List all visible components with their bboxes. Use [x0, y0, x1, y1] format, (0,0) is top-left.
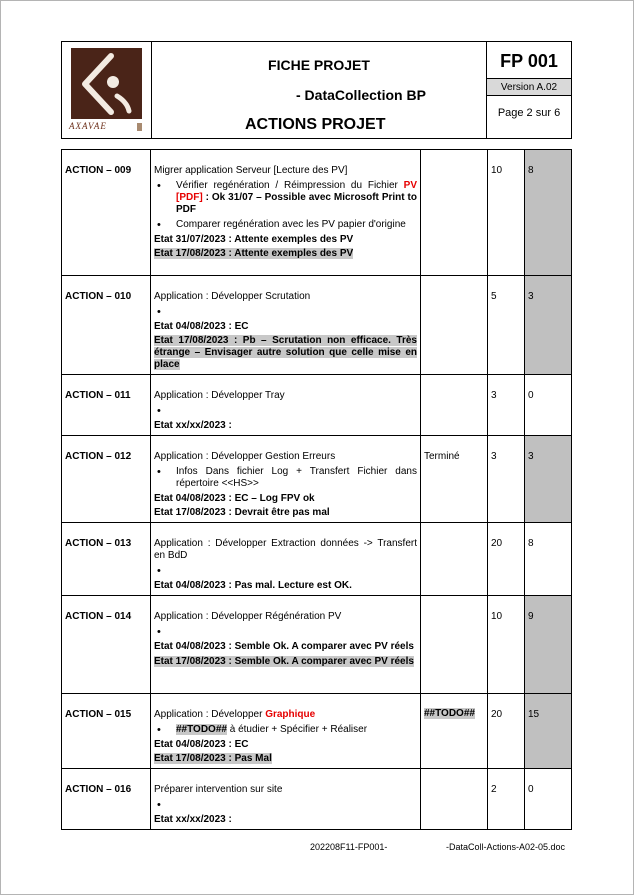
logo-wordmark: AXAVAE — [69, 121, 107, 131]
status-line-highlighted: Etat 17/08/2023 : Attente exemples des PV — [154, 248, 354, 259]
action-description — [151, 523, 421, 596]
action-status: Terminé — [421, 436, 488, 523]
status-line-highlighted: Etat 17/08/2023 : Pb – Scrutation non efficace. Très étrange – Envisager autre solution que celle mise en place — [154, 335, 417, 370]
footer-reference: 202208F11-FP001- — [310, 842, 388, 852]
action-status — [421, 523, 488, 596]
action-title: Application : Développer Gestion Erreurs — [154, 451, 336, 462]
action-id: ACTION – 009 — [62, 150, 151, 276]
logo-accent-bar — [137, 123, 142, 131]
action-title — [154, 709, 417, 721]
action-status — [421, 375, 488, 436]
action-title: Préparer intervention sur site — [154, 784, 283, 795]
doc-title: FICHE PROJET — [268, 57, 370, 73]
reference-cell — [487, 42, 571, 138]
list-item — [154, 405, 417, 417]
status-line: Etat 17/08/2023 : Devrait être pas mal — [154, 507, 330, 518]
logo-icon — [71, 48, 142, 119]
list-item — [154, 180, 417, 216]
status-line: Etat xx/xx/2023 : — [154, 814, 232, 825]
status-line: Etat 04/08/2023 : Pas mal. Lecture est OK. — [154, 580, 352, 591]
status-line: Etat 04/08/2023 : Semble Ok. A comparer avec PV réels — [154, 641, 414, 652]
list-item — [154, 799, 417, 811]
logo-cell — [62, 42, 152, 138]
action-estimate: 5 — [488, 276, 525, 375]
action-status — [421, 769, 488, 830]
action-description — [151, 694, 421, 769]
list-item — [154, 626, 417, 638]
status-line: Etat 04/08/2023 : EC – Log FPV ok — [154, 493, 315, 504]
action-progress: 8 — [525, 150, 572, 276]
action-title-highlight: Graphique — [265, 709, 316, 720]
action-progress: 9 — [525, 596, 572, 694]
action-id: ACTION – 012 — [62, 436, 151, 523]
doc-version: Version A.02 — [487, 79, 571, 96]
table-row — [62, 596, 572, 694]
action-progress: 3 — [525, 276, 572, 375]
action-description — [151, 596, 421, 694]
list-item — [154, 724, 417, 736]
table-row — [62, 150, 572, 276]
action-description — [151, 769, 421, 830]
action-status — [421, 694, 488, 769]
todo-status-badge: ##TODO## — [424, 708, 475, 719]
footer-filename: -DataColl-Actions-A02-05.doc — [446, 842, 566, 852]
action-title: Application : Développer Tray — [154, 390, 285, 401]
action-status — [421, 276, 488, 375]
table-row — [62, 375, 572, 436]
action-title: Application : Développer Régénération PV — [154, 611, 342, 622]
status-line: Etat 04/08/2023 : EC — [154, 321, 249, 332]
action-id: ACTION – 014 — [62, 596, 151, 694]
table-row — [62, 436, 572, 523]
action-description — [151, 276, 421, 375]
action-id: ACTION – 010 — [62, 276, 151, 375]
action-estimate: 2 — [488, 769, 525, 830]
action-estimate: 3 — [488, 436, 525, 523]
table-row — [62, 523, 572, 596]
status-line-highlighted: Etat 17/08/2023 : Pas Mal — [154, 753, 272, 764]
action-progress: 0 — [525, 375, 572, 436]
bullet-highlight-text: PV [PDF] — [176, 180, 417, 203]
list-item: • Infos Dans fichier Log + Transfert Fichier dans répertoire <<HS>> — [154, 466, 417, 490]
action-description — [151, 436, 421, 523]
action-description — [151, 150, 421, 276]
action-title: Migrer application Serveur [Lecture des PV] — [154, 165, 348, 176]
doc-reference: FP 001 — [487, 42, 571, 79]
status-line: Etat xx/xx/2023 : — [154, 420, 232, 431]
action-estimate: 10 — [488, 150, 525, 276]
bullet-text: Vérifier regénération / Réimpression du Fichier — [176, 180, 404, 191]
action-progress: 3 — [525, 436, 572, 523]
action-progress: 15 — [525, 694, 572, 769]
table-row — [62, 769, 572, 830]
action-progress: 0 — [525, 769, 572, 830]
table-row — [62, 276, 572, 375]
todo-marker: ##TODO## — [176, 724, 227, 735]
action-estimate: 10 — [488, 596, 525, 694]
actions-table — [61, 149, 572, 830]
page-number: Page 2 sur 6 — [497, 107, 561, 119]
list-item — [154, 306, 417, 318]
bullet-text-bold: : Ok 31/07 – Possible avec Microsoft Print to PDF — [176, 192, 417, 215]
status-line: Etat 04/08/2023 : EC — [154, 739, 249, 750]
action-title: Application : Développer Scrutation — [154, 291, 311, 302]
action-progress: 8 — [525, 523, 572, 596]
action-estimate: 3 — [488, 375, 525, 436]
action-estimate: 20 — [488, 523, 525, 596]
title-cell — [152, 42, 487, 138]
action-estimate: 20 — [488, 694, 525, 769]
document-header — [61, 41, 572, 139]
company-logo — [71, 48, 142, 119]
status-line-highlighted: Etat 17/08/2023 : Semble Ok. A comparer avec PV réels — [154, 656, 414, 667]
action-id: ACTION – 011 — [62, 375, 151, 436]
bullet-text: à étudier + Spécifier + Réaliser — [226, 724, 368, 735]
list-item — [154, 565, 417, 577]
action-id: ACTION – 013 — [62, 523, 151, 596]
list-item: • Comparer regénération avec les PV papier d'origine — [154, 219, 417, 231]
action-description — [151, 375, 421, 436]
status-line: Etat 31/07/2023 : Attente exemples des PV — [154, 234, 354, 245]
action-title-text: Application : Développer — [154, 709, 266, 720]
action-title: Application : Développer Extraction données -> Transfert en BdD — [154, 538, 417, 561]
doc-subtitle: - DataCollection BP — [296, 87, 426, 103]
action-status — [421, 150, 488, 276]
action-id: ACTION – 016 — [62, 769, 151, 830]
action-id: ACTION – 015 — [62, 694, 151, 769]
table-row — [62, 694, 572, 769]
doc-section-title: ACTIONS PROJET — [245, 116, 386, 133]
action-status — [421, 596, 488, 694]
